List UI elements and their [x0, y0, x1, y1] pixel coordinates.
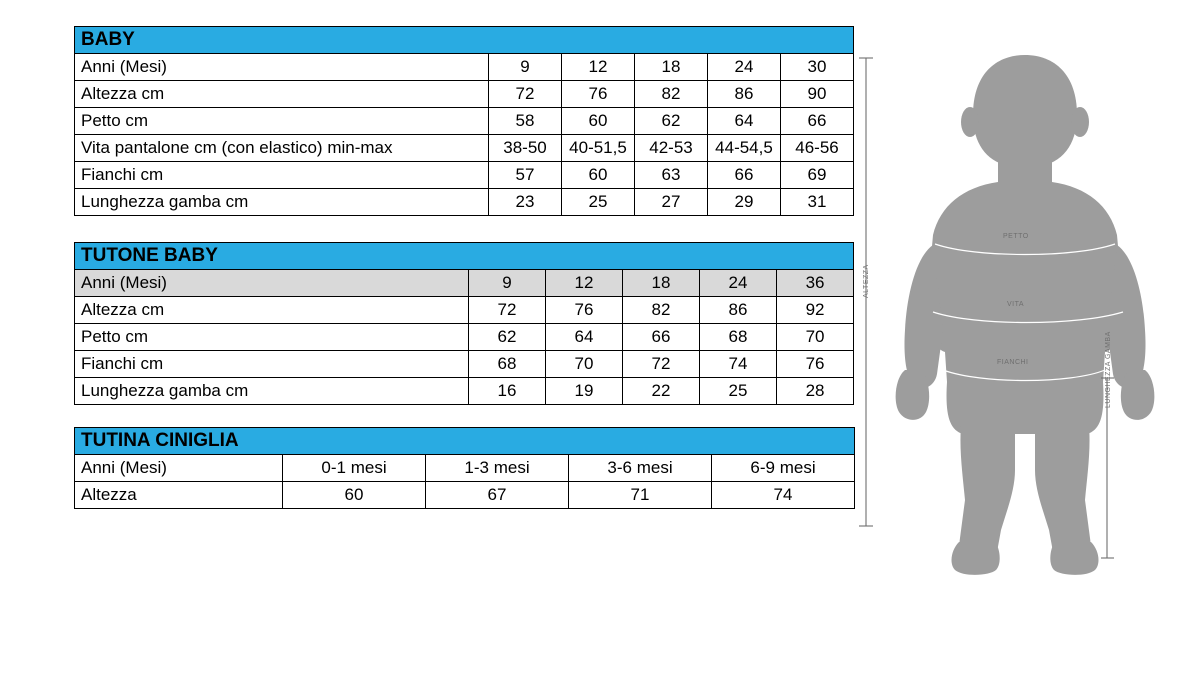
cell-value: 86: [700, 297, 777, 324]
cell-value: 3-6 mesi: [569, 455, 712, 482]
cell-value: 76: [562, 81, 635, 108]
table-row: [75, 351, 854, 378]
measurement-figure: [855, 30, 1185, 575]
row-label: Fianchi cm: [75, 162, 489, 189]
table-row: [75, 270, 854, 297]
cell-value: 23: [489, 189, 562, 216]
table-row: [75, 189, 854, 216]
cell-value: 74: [700, 351, 777, 378]
cell-value: 46-56: [781, 135, 854, 162]
cell-value: 70: [777, 324, 854, 351]
cell-value: 12: [546, 270, 623, 297]
table-tutina-ciniglia-title-row: [75, 428, 855, 455]
cell-value: 31: [781, 189, 854, 216]
petto-label: PETTO: [1003, 233, 1029, 240]
cell-value: 70: [546, 351, 623, 378]
cell-value: 63: [635, 162, 708, 189]
table-row: [75, 162, 854, 189]
cell-value: 68: [469, 351, 546, 378]
cell-value: 76: [546, 297, 623, 324]
cell-value: 58: [489, 108, 562, 135]
size-tables-container: [74, 26, 854, 509]
table-row: [75, 324, 854, 351]
cell-value: 68: [700, 324, 777, 351]
table-baby-title-row: [75, 27, 854, 54]
table-spacer: [74, 216, 854, 242]
cell-value: 72: [489, 81, 562, 108]
cell-value: 9: [469, 270, 546, 297]
cell-value: 24: [700, 270, 777, 297]
table-tutone-baby-title-row: [75, 243, 854, 270]
cell-value: 64: [708, 108, 781, 135]
cell-value: 62: [635, 108, 708, 135]
cell-value: 42-53: [635, 135, 708, 162]
cell-value: 44-54,5: [708, 135, 781, 162]
cell-value: 57: [489, 162, 562, 189]
table-row: [75, 482, 855, 509]
table-row: [75, 81, 854, 108]
cell-value: 28: [777, 378, 854, 405]
row-label: Petto cm: [75, 108, 489, 135]
cell-value: 30: [781, 54, 854, 81]
table-tutina-ciniglia: [74, 427, 855, 509]
cell-value: 18: [623, 270, 700, 297]
vita-label: VITA: [1007, 301, 1025, 308]
cell-value: 29: [708, 189, 781, 216]
row-label: Fianchi cm: [75, 351, 469, 378]
baby-silhouette: [896, 55, 1155, 575]
cell-value: 16: [469, 378, 546, 405]
cell-value: 82: [623, 297, 700, 324]
cell-value: 60: [562, 108, 635, 135]
cell-value: 74: [712, 482, 855, 509]
fianchi-label: FIANCHI: [997, 359, 1029, 366]
table-baby: [74, 26, 854, 216]
cell-value: 0-1 mesi: [283, 455, 426, 482]
table-row: [75, 54, 854, 81]
cell-value: 19: [546, 378, 623, 405]
table-row: [75, 135, 854, 162]
cell-value: 27: [635, 189, 708, 216]
cell-value: 64: [546, 324, 623, 351]
row-label: Altezza: [75, 482, 283, 509]
cell-value: 67: [426, 482, 569, 509]
altezza-label: ALTEZZA: [863, 264, 870, 298]
cell-value: 69: [781, 162, 854, 189]
cell-value: 90: [781, 81, 854, 108]
cell-value: 25: [700, 378, 777, 405]
lunghezza-gamba-label: LUNGHEZZA GAMBA: [1105, 331, 1112, 408]
cell-value: 92: [777, 297, 854, 324]
table-tutina-ciniglia-title: TUTINA CINIGLIA: [75, 428, 855, 455]
cell-value: 66: [781, 108, 854, 135]
cell-value: 22: [623, 378, 700, 405]
cell-value: 40-51,5: [562, 135, 635, 162]
cell-value: 60: [283, 482, 426, 509]
cell-value: 60: [562, 162, 635, 189]
row-label: Vita pantalone cm (con elastico) min-max: [75, 135, 489, 162]
cell-value: 72: [469, 297, 546, 324]
cell-value: 66: [623, 324, 700, 351]
cell-value: 12: [562, 54, 635, 81]
table-tutone-baby-title: TUTONE BABY: [75, 243, 854, 270]
table-row: [75, 455, 855, 482]
table-row: [75, 108, 854, 135]
cell-value: 25: [562, 189, 635, 216]
cell-value: 38-50: [489, 135, 562, 162]
cell-value: 9: [489, 54, 562, 81]
cell-value: 18: [635, 54, 708, 81]
cell-value: 1-3 mesi: [426, 455, 569, 482]
row-label: Anni (Mesi): [75, 270, 469, 297]
cell-value: 72: [623, 351, 700, 378]
cell-value: 82: [635, 81, 708, 108]
row-label: Lunghezza gamba cm: [75, 189, 489, 216]
cell-value: 86: [708, 81, 781, 108]
row-label: Anni (Mesi): [75, 54, 489, 81]
table-tutone-baby: [74, 242, 854, 405]
row-label: Lunghezza gamba cm: [75, 378, 469, 405]
table-row: [75, 297, 854, 324]
table-spacer: [74, 405, 854, 427]
cell-value: 71: [569, 482, 712, 509]
row-label: Anni (Mesi): [75, 455, 283, 482]
cell-value: 6-9 mesi: [712, 455, 855, 482]
cell-value: 24: [708, 54, 781, 81]
cell-value: 62: [469, 324, 546, 351]
cell-value: 66: [708, 162, 781, 189]
cell-value: 76: [777, 351, 854, 378]
cell-value: 36: [777, 270, 854, 297]
row-label: Altezza cm: [75, 81, 489, 108]
table-row: [75, 378, 854, 405]
row-label: Altezza cm: [75, 297, 469, 324]
table-baby-title: BABY: [75, 27, 854, 54]
row-label: Petto cm: [75, 324, 469, 351]
